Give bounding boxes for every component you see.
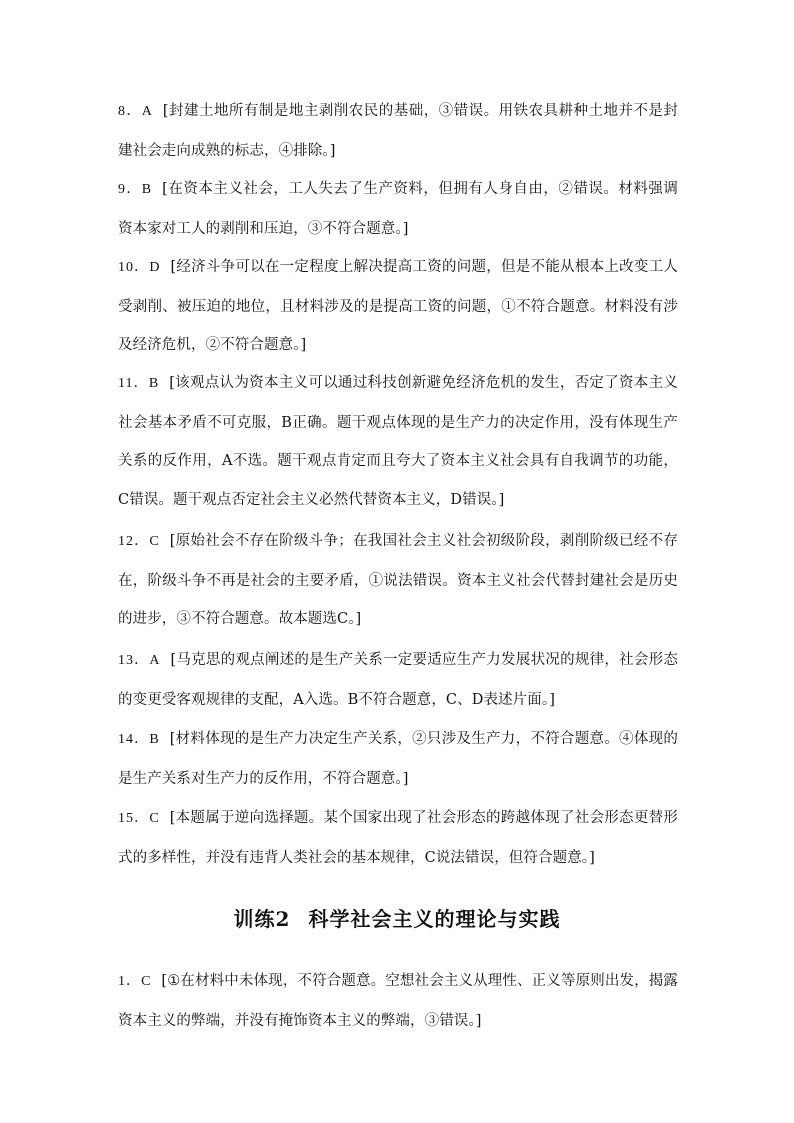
answer-explanation: [①在材料中未体现，不符合题意。空想社会主义从理性、正义等原则出发，揭露资本主义的弊端，并没有掩饰资本主义的弊端，③错误。] xyxy=(118,973,678,1029)
answer-13 xyxy=(118,641,678,719)
answer-explanation: [材料体现的是生产力决定生产关系，②只涉及生产力，不符合题意。④体现的是生产关系对生产力的反作用，不符合题意。] xyxy=(118,731,678,787)
answer-number: 1．C xyxy=(118,974,152,989)
answer-explanation: [马克思的观点阐述的是生产关系一定要适应生产力发展状况的规律，社会形态的变更受客观规律的支配，A入选。B不符合题意，C、D表述片面。] xyxy=(118,652,678,708)
answer-14 xyxy=(118,720,678,798)
answer-number: 14．B xyxy=(118,732,160,747)
answer-explanation: [封建土地所有制是地主剥削农民的基础，③错误。用铁农具耕种土地并不是封建社会走向成熟的标志，④排除。] xyxy=(118,103,678,159)
answer-number: 12．C xyxy=(118,534,160,549)
section2-answer-1 xyxy=(118,962,678,1040)
answer-number: 9．B xyxy=(118,182,153,197)
answer-8 xyxy=(118,92,678,170)
answer-explanation: [本题属于逆向选择题。某个国家出现了社会形态的跨越体现了社会形态更替形式的多样性，并没有违背人类社会的基本规律，C说法错误，但符合题意。] xyxy=(118,810,678,866)
answer-explanation: [经济斗争可以在一定程度上解决提高工资的问题，但是不能从根本上改变工人受剥削、被压迫的地位，且材料涉及的是提高工资的问题，①不符合题意。材料没有涉及经济危机，②不符合题意。] xyxy=(118,259,678,353)
answer-explanation: [在资本主义社会，工人失去了生产资料，但拥有人身自由，②错误。材料强调资本家对工人的剥削和压迫，③不符合题意。] xyxy=(118,181,679,237)
answer-number: 13．A xyxy=(118,653,161,668)
answer-12 xyxy=(118,522,678,639)
answer-11 xyxy=(118,364,678,519)
answer-number: 11．B xyxy=(118,376,160,391)
answer-10 xyxy=(118,248,678,365)
answer-15 xyxy=(118,799,678,877)
answer-number: 8．A xyxy=(118,104,153,119)
answer-explanation: [该观点认为资本主义可以通过科技创新避免经济危机的发生，否定了资本主义社会基本矛盾不可克服，B正确。题干观点体现的是生产力的决定作用，没有体现生产关系的反作用，A不选。题干观点肯定而且夸大了资本主义社会具有自我调节的功能，C错误。题干观点否定社会主义必然代替资本主义，D错误。] xyxy=(118,375,678,508)
section-title: 科学社会主义的理论与实践 xyxy=(308,907,561,931)
answer-number: 10．D xyxy=(118,260,161,275)
section-label: 训练2 xyxy=(233,907,291,931)
answer-9 xyxy=(118,170,678,248)
answer-number: 15．C xyxy=(118,811,160,826)
answer-explanation: [原始社会不存在阶级斗争；在我国社会主义社会初级阶段，剥削阶级已经不存在，阶级斗争不再是社会的主要矛盾，①说法错误。资本主义社会代替封建社会是历史的进步，③不符合题意。故本题选C。] xyxy=(118,533,678,627)
section-heading xyxy=(0,903,794,932)
